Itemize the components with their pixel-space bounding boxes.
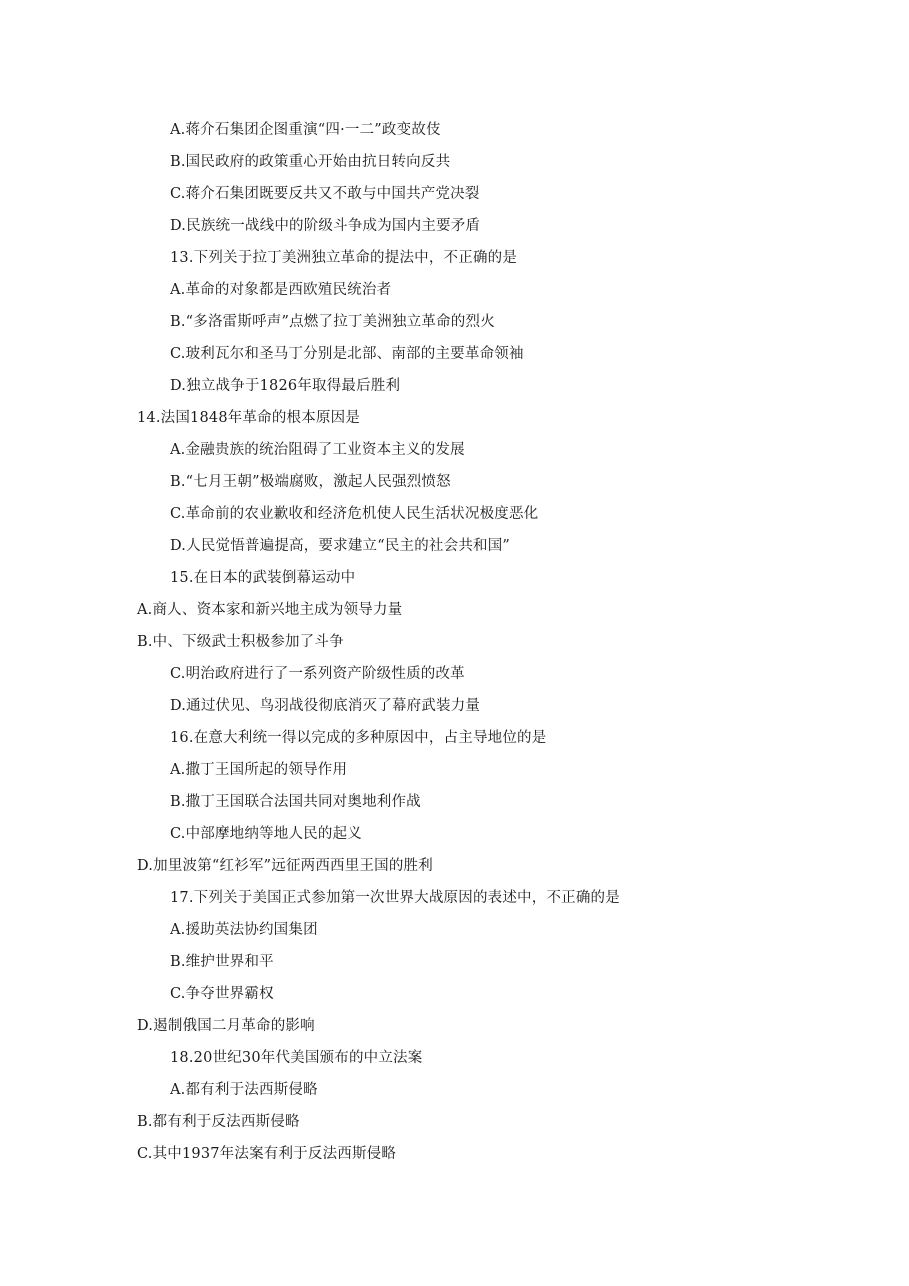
option-line: C.玻利瓦尔和圣马丁分别是北部、南部的主要革命领袖	[170, 346, 524, 362]
option-line: A.革命的对象都是西欧殖民统治者	[170, 282, 392, 298]
option-line: B.中、下级武士积极参加了斗争	[137, 634, 344, 650]
option-line: A.商人、资本家和新兴地主成为领导力量	[137, 602, 403, 618]
option-line: B.“多洛雷斯呼声”点燃了拉丁美洲独立革命的烈火	[170, 314, 495, 330]
question-line: 14.法国1848年革命的根本原因是	[137, 410, 361, 426]
option-line: B.“七月王朝”极端腐败，激起人民强烈愤怒	[170, 474, 451, 490]
option-line: B.都有利于反法西斯侵略	[137, 1114, 300, 1130]
option-line: D.人民觉悟普遍提高，要求建立“民主的社会共和国”	[170, 538, 511, 554]
option-line: B.维护世界和平	[170, 954, 274, 970]
option-line: C.中部摩地纳等地人民的起义	[170, 826, 362, 842]
option-line: A.援助英法协约国集团	[170, 922, 318, 938]
option-line: A.都有利于法西斯侵略	[170, 1082, 318, 1098]
option-line: D.民族统一战线中的阶级斗争成为国内主要矛盾	[170, 218, 481, 234]
option-line: A.蒋介石集团企图重演“四·一二”政变故伎	[170, 122, 441, 138]
option-line: C.明治政府进行了一系列资产阶级性质的改革	[170, 666, 465, 682]
option-line: D.加里波第“红衫军”远征两西西里王国的胜利	[137, 858, 433, 874]
option-line: C.革命前的农业歉收和经济危机使人民生活状况极度恶化	[170, 506, 539, 522]
option-line: D.通过伏见、鸟羽战役彻底消灭了幕府武装力量	[170, 698, 481, 714]
option-line: C.争夺世界霸权	[170, 986, 274, 1002]
question-line: 13.下列关于拉丁美洲独立革命的提法中，不正确的是	[170, 250, 518, 266]
question-line: 18.20世纪30年代美国颁布的中立法案	[170, 1050, 423, 1066]
option-line: A.金融贵族的统治阻碍了工业资本主义的发展	[170, 442, 465, 458]
option-line: D.遏制俄国二月革命的影响	[137, 1018, 315, 1034]
option-line: C.其中1937年法案有利于反法西斯侵略	[137, 1146, 397, 1162]
question-line: 16.在意大利统一得以完成的多种原因中，占主导地位的是	[170, 730, 547, 746]
option-line: A.撒丁王国所起的领导作用	[170, 762, 348, 778]
option-line: D.独立战争于1826年取得最后胜利	[170, 378, 401, 394]
question-line: 15.在日本的武装倒幕运动中	[170, 570, 356, 586]
option-line: B.国民政府的政策重心开始由抗日转向反共	[170, 154, 451, 170]
option-line: B.撒丁王国联合法国共同对奥地利作战	[170, 794, 421, 810]
option-line: C.蒋介石集团既要反共又不敢与中国共产党决裂	[170, 186, 480, 202]
question-line: 17.下列关于美国正式参加第一次世界大战原因的表述中，不正确的是	[170, 890, 620, 906]
